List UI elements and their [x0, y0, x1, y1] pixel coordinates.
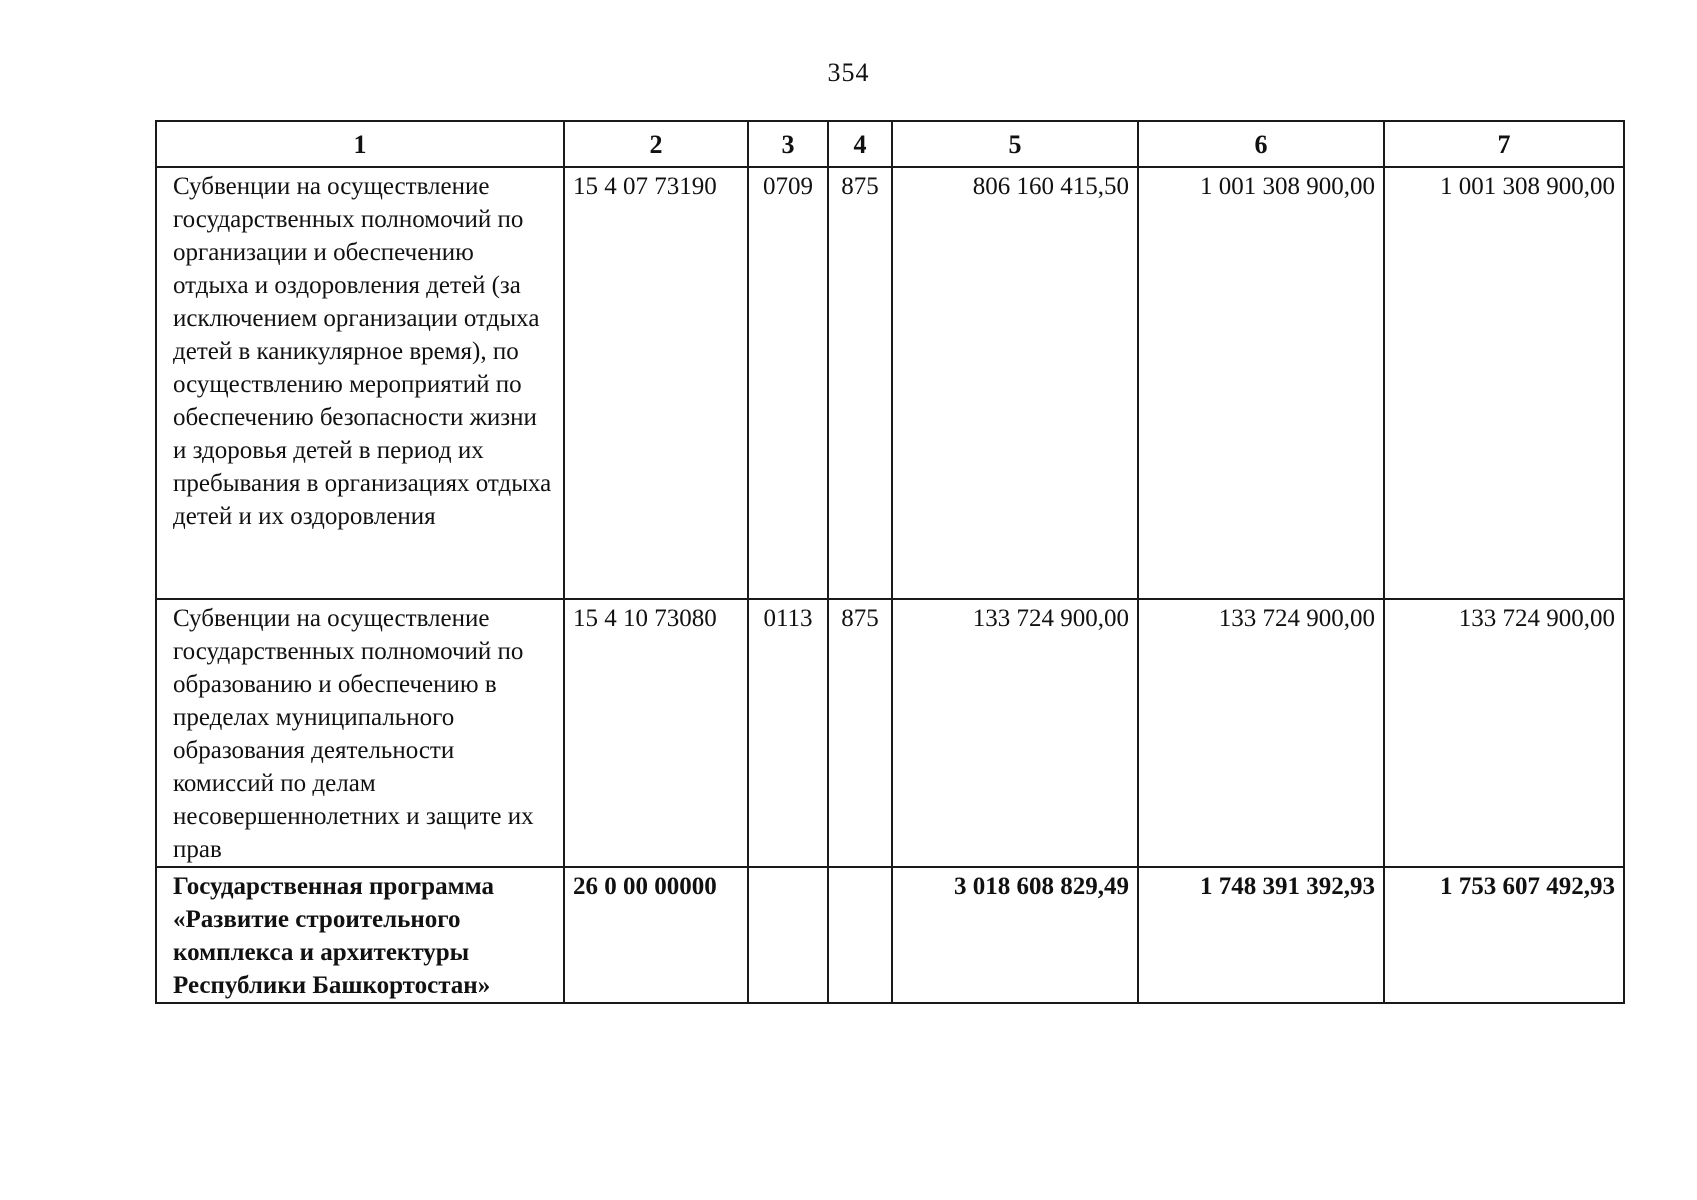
row-value-7: 133 724 900,00	[1384, 599, 1624, 867]
table-row-program	[156, 867, 1624, 1003]
header-col-1: 1	[156, 121, 564, 167]
header-col-7: 7	[1384, 121, 1624, 167]
row-section: 0709	[748, 167, 828, 599]
row-value-6: 1 001 308 900,00	[1138, 167, 1384, 599]
row-value-7: 1 001 308 900,00	[1384, 167, 1624, 599]
row-type: 875	[828, 599, 892, 867]
header-col-3: 3	[748, 121, 828, 167]
row-type: 875	[828, 167, 892, 599]
row-section: 0113	[748, 599, 828, 867]
row-name: Государственная программа «Развитие строительного комплекса и архитектуры Республики Башкортостан»	[156, 867, 564, 1003]
header-col-4: 4	[828, 121, 892, 167]
row-value-5: 133 724 900,00	[892, 599, 1138, 867]
page-number: 354	[827, 58, 870, 87]
header-col-6: 6	[1138, 121, 1384, 167]
row-value-6: 133 724 900,00	[1138, 599, 1384, 867]
row-name: Субвенции на осуществление государственных полномочий по организации и обеспечению отдыха и оздоровления детей (за исключением организации отдыха детей в каникулярное время), по осуществлению мероприятий по обеспечению безопасности жизни и здоровья детей в период их пребывания в организациях отдыха детей и их оздоровления	[156, 167, 564, 599]
row-value-7: 1 753 607 492,93	[1384, 867, 1624, 1003]
table-row	[156, 167, 1624, 599]
row-type	[828, 867, 892, 1003]
row-code: 15 4 10 73080	[564, 599, 748, 867]
header-col-5: 5	[892, 121, 1138, 167]
row-code: 15 4 07 73190	[564, 167, 748, 599]
budget-table	[155, 120, 1625, 1004]
row-value-6: 1 748 391 392,93	[1138, 867, 1384, 1003]
row-value-5: 806 160 415,50	[892, 167, 1138, 599]
row-section	[748, 867, 828, 1003]
header-row	[156, 121, 1624, 167]
row-code: 26 0 00 00000	[564, 867, 748, 1003]
row-value-5: 3 018 608 829,49	[892, 867, 1138, 1003]
row-name: Субвенции на осуществление государственных полномочий по образованию и обеспечению в пределах муниципального образования деятельности комиссий по делам несовершеннолетних и защите их прав	[156, 599, 564, 867]
header-col-2: 2	[564, 121, 748, 167]
table-row	[156, 599, 1624, 867]
